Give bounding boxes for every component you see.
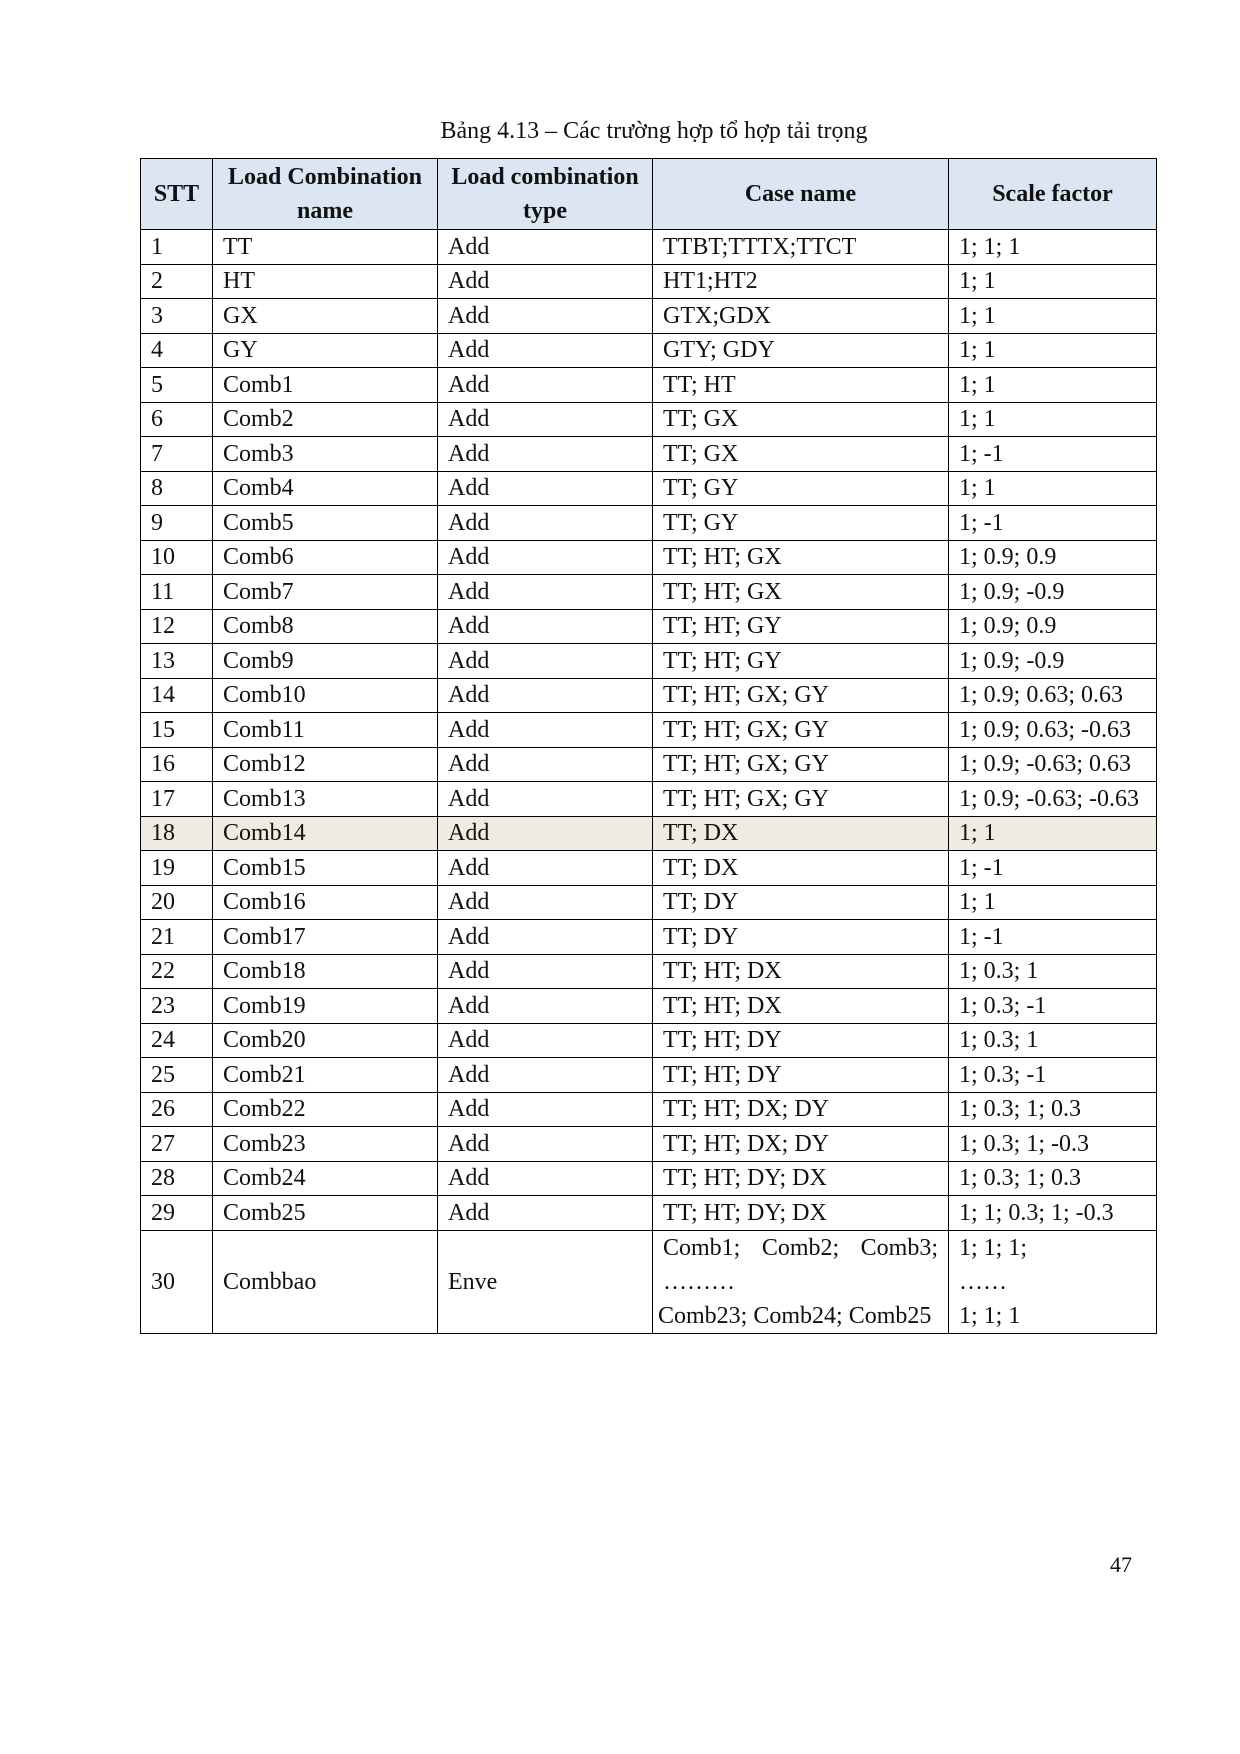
header-case-name: Case name <box>653 159 949 230</box>
cell-case-name: TT; GX <box>653 402 949 437</box>
cell-scale-factor: 1; 0.9; -0.63; 0.63 <box>949 747 1157 782</box>
cell-type: Add <box>438 851 653 886</box>
cell-stt: 15 <box>141 713 213 748</box>
cell-case-name: TT; HT; DY <box>653 1058 949 1093</box>
cell-stt: 11 <box>141 575 213 610</box>
cell-name: Comb19 <box>213 989 438 1024</box>
cell-name: Comb25 <box>213 1196 438 1231</box>
cell-type: Add <box>438 575 653 610</box>
cell-case-name: TT; GY <box>653 471 949 506</box>
cell-name: Comb3 <box>213 437 438 472</box>
cell-stt: 19 <box>141 851 213 886</box>
cell-name: Comb24 <box>213 1161 438 1196</box>
cell-scale-factor: 1; 0.9; -0.9 <box>949 575 1157 610</box>
cell-case-name: TT; DX <box>653 851 949 886</box>
cell-stt: 9 <box>141 506 213 541</box>
cell-type: Add <box>438 1092 653 1127</box>
cell-name: Comb17 <box>213 920 438 955</box>
cell-type: Add <box>438 506 653 541</box>
cell-stt: 8 <box>141 471 213 506</box>
table-row-combbao <box>141 1230 1157 1333</box>
header-scale-factor: Scale factor <box>949 159 1157 230</box>
cell-scale-factor: 1; 1 <box>949 299 1157 334</box>
cell-type: Add <box>438 264 653 299</box>
cell-stt: 16 <box>141 747 213 782</box>
cell-type: Add <box>438 368 653 403</box>
scale-line: …… <box>959 1268 1007 1295</box>
cell-scale-factor: 1; 0.9; 0.63; 0.63 <box>949 678 1157 713</box>
cell-scale-factor: 1; 0.9; -0.9 <box>949 644 1157 679</box>
table-row <box>141 747 1157 782</box>
cell-scale-factor: 1; -1 <box>949 437 1157 472</box>
cell-name: Comb21 <box>213 1058 438 1093</box>
cell-type: Add <box>438 713 653 748</box>
cell-scale-factor: 1; 0.3; 1 <box>949 954 1157 989</box>
table-row <box>141 506 1157 541</box>
cell-type: Add <box>438 954 653 989</box>
cell-stt: 25 <box>141 1058 213 1093</box>
cell-type: Add <box>438 816 653 851</box>
cell-stt: 10 <box>141 540 213 575</box>
cell-case-name: HT1;HT2 <box>653 264 949 299</box>
cell-stt: 17 <box>141 782 213 817</box>
cell-stt: 18 <box>141 816 213 851</box>
cell-stt: 7 <box>141 437 213 472</box>
cell-name: Comb23 <box>213 1127 438 1162</box>
cell-type: Add <box>438 1023 653 1058</box>
cell-stt: 3 <box>141 299 213 334</box>
case-line: Comb1; Comb2; Comb3; <box>663 1234 938 1261</box>
cell-stt: 21 <box>141 920 213 955</box>
cell-stt: 5 <box>141 368 213 403</box>
cell-scale-factor: 1; 0.3; 1; 0.3 <box>949 1092 1157 1127</box>
cell-case-name: TT; HT; GX; GY <box>653 678 949 713</box>
cell-case-name: TT; HT; DY; DX <box>653 1196 949 1231</box>
table-row <box>141 1161 1157 1196</box>
cell-case-name: TT; HT; DX; DY <box>653 1092 949 1127</box>
table-row <box>141 1127 1157 1162</box>
cell-case-name: TT; HT; DX <box>653 954 949 989</box>
table-row <box>141 1023 1157 1058</box>
header-row <box>141 159 1157 230</box>
table-row <box>141 575 1157 610</box>
cell-scale-factor: 1; 1 <box>949 333 1157 368</box>
cell-type: Add <box>438 1058 653 1093</box>
cell-case-name: TT; GY <box>653 506 949 541</box>
cell-type: Add <box>438 471 653 506</box>
cell-stt: 28 <box>141 1161 213 1196</box>
cell-type: Add <box>438 609 653 644</box>
cell-case-name: TT; GX <box>653 437 949 472</box>
cell-scale-factor: 1; 1 <box>949 368 1157 403</box>
cell-name: Comb5 <box>213 506 438 541</box>
cell-type: Add <box>438 540 653 575</box>
cell-type: Add <box>438 920 653 955</box>
cell-stt: 12 <box>141 609 213 644</box>
scale-line: 1; 1; 1 <box>959 1302 1021 1329</box>
table-row <box>141 816 1157 851</box>
cell-name: Comb14 <box>213 816 438 851</box>
page-number: 47 <box>1110 1552 1132 1577</box>
cell-case-name: TT; HT; GX <box>653 575 949 610</box>
cell-case-name: TT; DY <box>653 885 949 920</box>
cell-stt: 13 <box>141 644 213 679</box>
cell-name: Comb20 <box>213 1023 438 1058</box>
cell-scale-factor: 1; 0.9; 0.63; -0.63 <box>949 713 1157 748</box>
table-row <box>141 471 1157 506</box>
cell-case-name: TT; HT; GY <box>653 644 949 679</box>
cell-case-name: TT; DX <box>653 816 949 851</box>
cell-case-name: TT; DY <box>653 920 949 955</box>
cell-case-name: TT; HT <box>653 368 949 403</box>
cell-stt: 2 <box>141 264 213 299</box>
table-row <box>141 1196 1157 1231</box>
cell-stt: 14 <box>141 678 213 713</box>
cell-case-name: GTX;GDX <box>653 299 949 334</box>
cell-case-name: TT; HT; GX; GY <box>653 782 949 817</box>
cell-name: Comb13 <box>213 782 438 817</box>
cell-case-name: TT; HT; DX <box>653 989 949 1024</box>
cell-type: Add <box>438 678 653 713</box>
cell-name: Comb8 <box>213 609 438 644</box>
table-row <box>141 851 1157 886</box>
cell-type: Add <box>438 333 653 368</box>
cell-scale-factor: 1; 0.9; 0.9 <box>949 609 1157 644</box>
cell-scale-factor: 1; 1 <box>949 402 1157 437</box>
cell-name: Comb7 <box>213 575 438 610</box>
cell-name: Comb1 <box>213 368 438 403</box>
table-row <box>141 368 1157 403</box>
table-row <box>141 885 1157 920</box>
cell-scale-factor: 1; 1 <box>949 264 1157 299</box>
cell-case-name: TT; HT; DY; DX <box>653 1161 949 1196</box>
cell-case-name: TT; HT; GX; GY <box>653 747 949 782</box>
table-caption: Bảng 4.13 – Các trường hợp tổ hợp tải trọng <box>440 118 868 144</box>
case-line: Comb23; Comb24; Comb25 <box>658 1302 932 1329</box>
table-row <box>141 264 1157 299</box>
table-row <box>141 1058 1157 1093</box>
cell-stt: 1 <box>141 230 213 265</box>
table-row <box>141 920 1157 955</box>
cell-name: GX <box>213 299 438 334</box>
table-row <box>141 782 1157 817</box>
cell-stt: 20 <box>141 885 213 920</box>
cell-name: Combbao <box>213 1230 438 1333</box>
cell-name: Comb11 <box>213 713 438 748</box>
cell-type: Add <box>438 782 653 817</box>
cell-scale-factor: 1; 0.3; -1 <box>949 1058 1157 1093</box>
cell-type: Add <box>438 747 653 782</box>
cell-stt: 29 <box>141 1196 213 1231</box>
cell-scale-factor: 1; 1 <box>949 885 1157 920</box>
cell-scale-factor: 1; -1 <box>949 506 1157 541</box>
table-row <box>141 678 1157 713</box>
cell-stt: 27 <box>141 1127 213 1162</box>
table-row <box>141 989 1157 1024</box>
cell-type: Add <box>438 644 653 679</box>
cell-type: Add <box>438 402 653 437</box>
cell-name: GY <box>213 333 438 368</box>
cell-name: Comb16 <box>213 885 438 920</box>
cell-type: Add <box>438 1161 653 1196</box>
cell-scale-factor: 1; 1 <box>949 471 1157 506</box>
cell-name: Comb15 <box>213 851 438 886</box>
cell-stt: 26 <box>141 1092 213 1127</box>
cell-scale-factor: 1; 0.3; 1; 0.3 <box>949 1161 1157 1196</box>
cell-case-name: GTY; GDY <box>653 333 949 368</box>
cell-type: Add <box>438 989 653 1024</box>
cell-type: Add <box>438 299 653 334</box>
cell-name: Comb10 <box>213 678 438 713</box>
cell-case-name: TTBT;TTTX;TTCT <box>653 230 949 265</box>
table-row <box>141 230 1157 265</box>
cell-scale-factor: 1; -1 <box>949 851 1157 886</box>
table-row <box>141 1092 1157 1127</box>
header-load-combination-name: Load Combination name <box>213 159 438 230</box>
load-combination-table <box>140 158 1157 1334</box>
cell-stt: 30 <box>141 1230 213 1333</box>
cell-name: Comb2 <box>213 402 438 437</box>
table-row <box>141 644 1157 679</box>
cell-name: Comb22 <box>213 1092 438 1127</box>
cell-stt: 4 <box>141 333 213 368</box>
cell-scale-factor <box>949 1230 1157 1333</box>
header-stt: STT <box>141 159 213 230</box>
cell-name: TT <box>213 230 438 265</box>
table-body <box>141 230 1157 1334</box>
cell-name: Comb12 <box>213 747 438 782</box>
cell-type: Enve <box>438 1230 653 1333</box>
table-row <box>141 299 1157 334</box>
scale-line: 1; 1; 1; <box>959 1234 1028 1261</box>
cell-stt: 23 <box>141 989 213 1024</box>
table-row <box>141 713 1157 748</box>
cell-type: Add <box>438 1196 653 1231</box>
cell-scale-factor: 1; 1; 0.3; 1; -0.3 <box>949 1196 1157 1231</box>
cell-type: Add <box>438 1127 653 1162</box>
case-line: ……… <box>663 1268 735 1295</box>
cell-type: Add <box>438 437 653 472</box>
table-row <box>141 609 1157 644</box>
cell-scale-factor: 1; 0.3; 1; -0.3 <box>949 1127 1157 1162</box>
cell-stt: 6 <box>141 402 213 437</box>
cell-scale-factor: 1; 0.9; -0.63; -0.63 <box>949 782 1157 817</box>
cell-name: Comb6 <box>213 540 438 575</box>
cell-stt: 22 <box>141 954 213 989</box>
cell-case-name: TT; HT; DX; DY <box>653 1127 949 1162</box>
cell-case-name: TT; HT; DY <box>653 1023 949 1058</box>
table-row <box>141 540 1157 575</box>
header-load-combination-type: Load combination type <box>438 159 653 230</box>
cell-type: Add <box>438 885 653 920</box>
cell-case-name: TT; HT; GX <box>653 540 949 575</box>
cell-scale-factor: 1; 0.3; 1 <box>949 1023 1157 1058</box>
cell-scale-factor: 1; 0.3; -1 <box>949 989 1157 1024</box>
table-row <box>141 402 1157 437</box>
table-row <box>141 333 1157 368</box>
cell-name: Comb4 <box>213 471 438 506</box>
cell-name: HT <box>213 264 438 299</box>
cell-case-name: TT; HT; GX; GY <box>653 713 949 748</box>
cell-name: Comb9 <box>213 644 438 679</box>
cell-scale-factor: 1; 0.9; 0.9 <box>949 540 1157 575</box>
cell-stt: 24 <box>141 1023 213 1058</box>
cell-case-name <box>653 1230 949 1333</box>
cell-scale-factor: 1; 1 <box>949 816 1157 851</box>
cell-type: Add <box>438 230 653 265</box>
table-row <box>141 954 1157 989</box>
cell-name: Comb18 <box>213 954 438 989</box>
cell-scale-factor: 1; -1 <box>949 920 1157 955</box>
cell-case-name: TT; HT; GY <box>653 609 949 644</box>
table-row <box>141 437 1157 472</box>
cell-scale-factor: 1; 1; 1 <box>949 230 1157 265</box>
